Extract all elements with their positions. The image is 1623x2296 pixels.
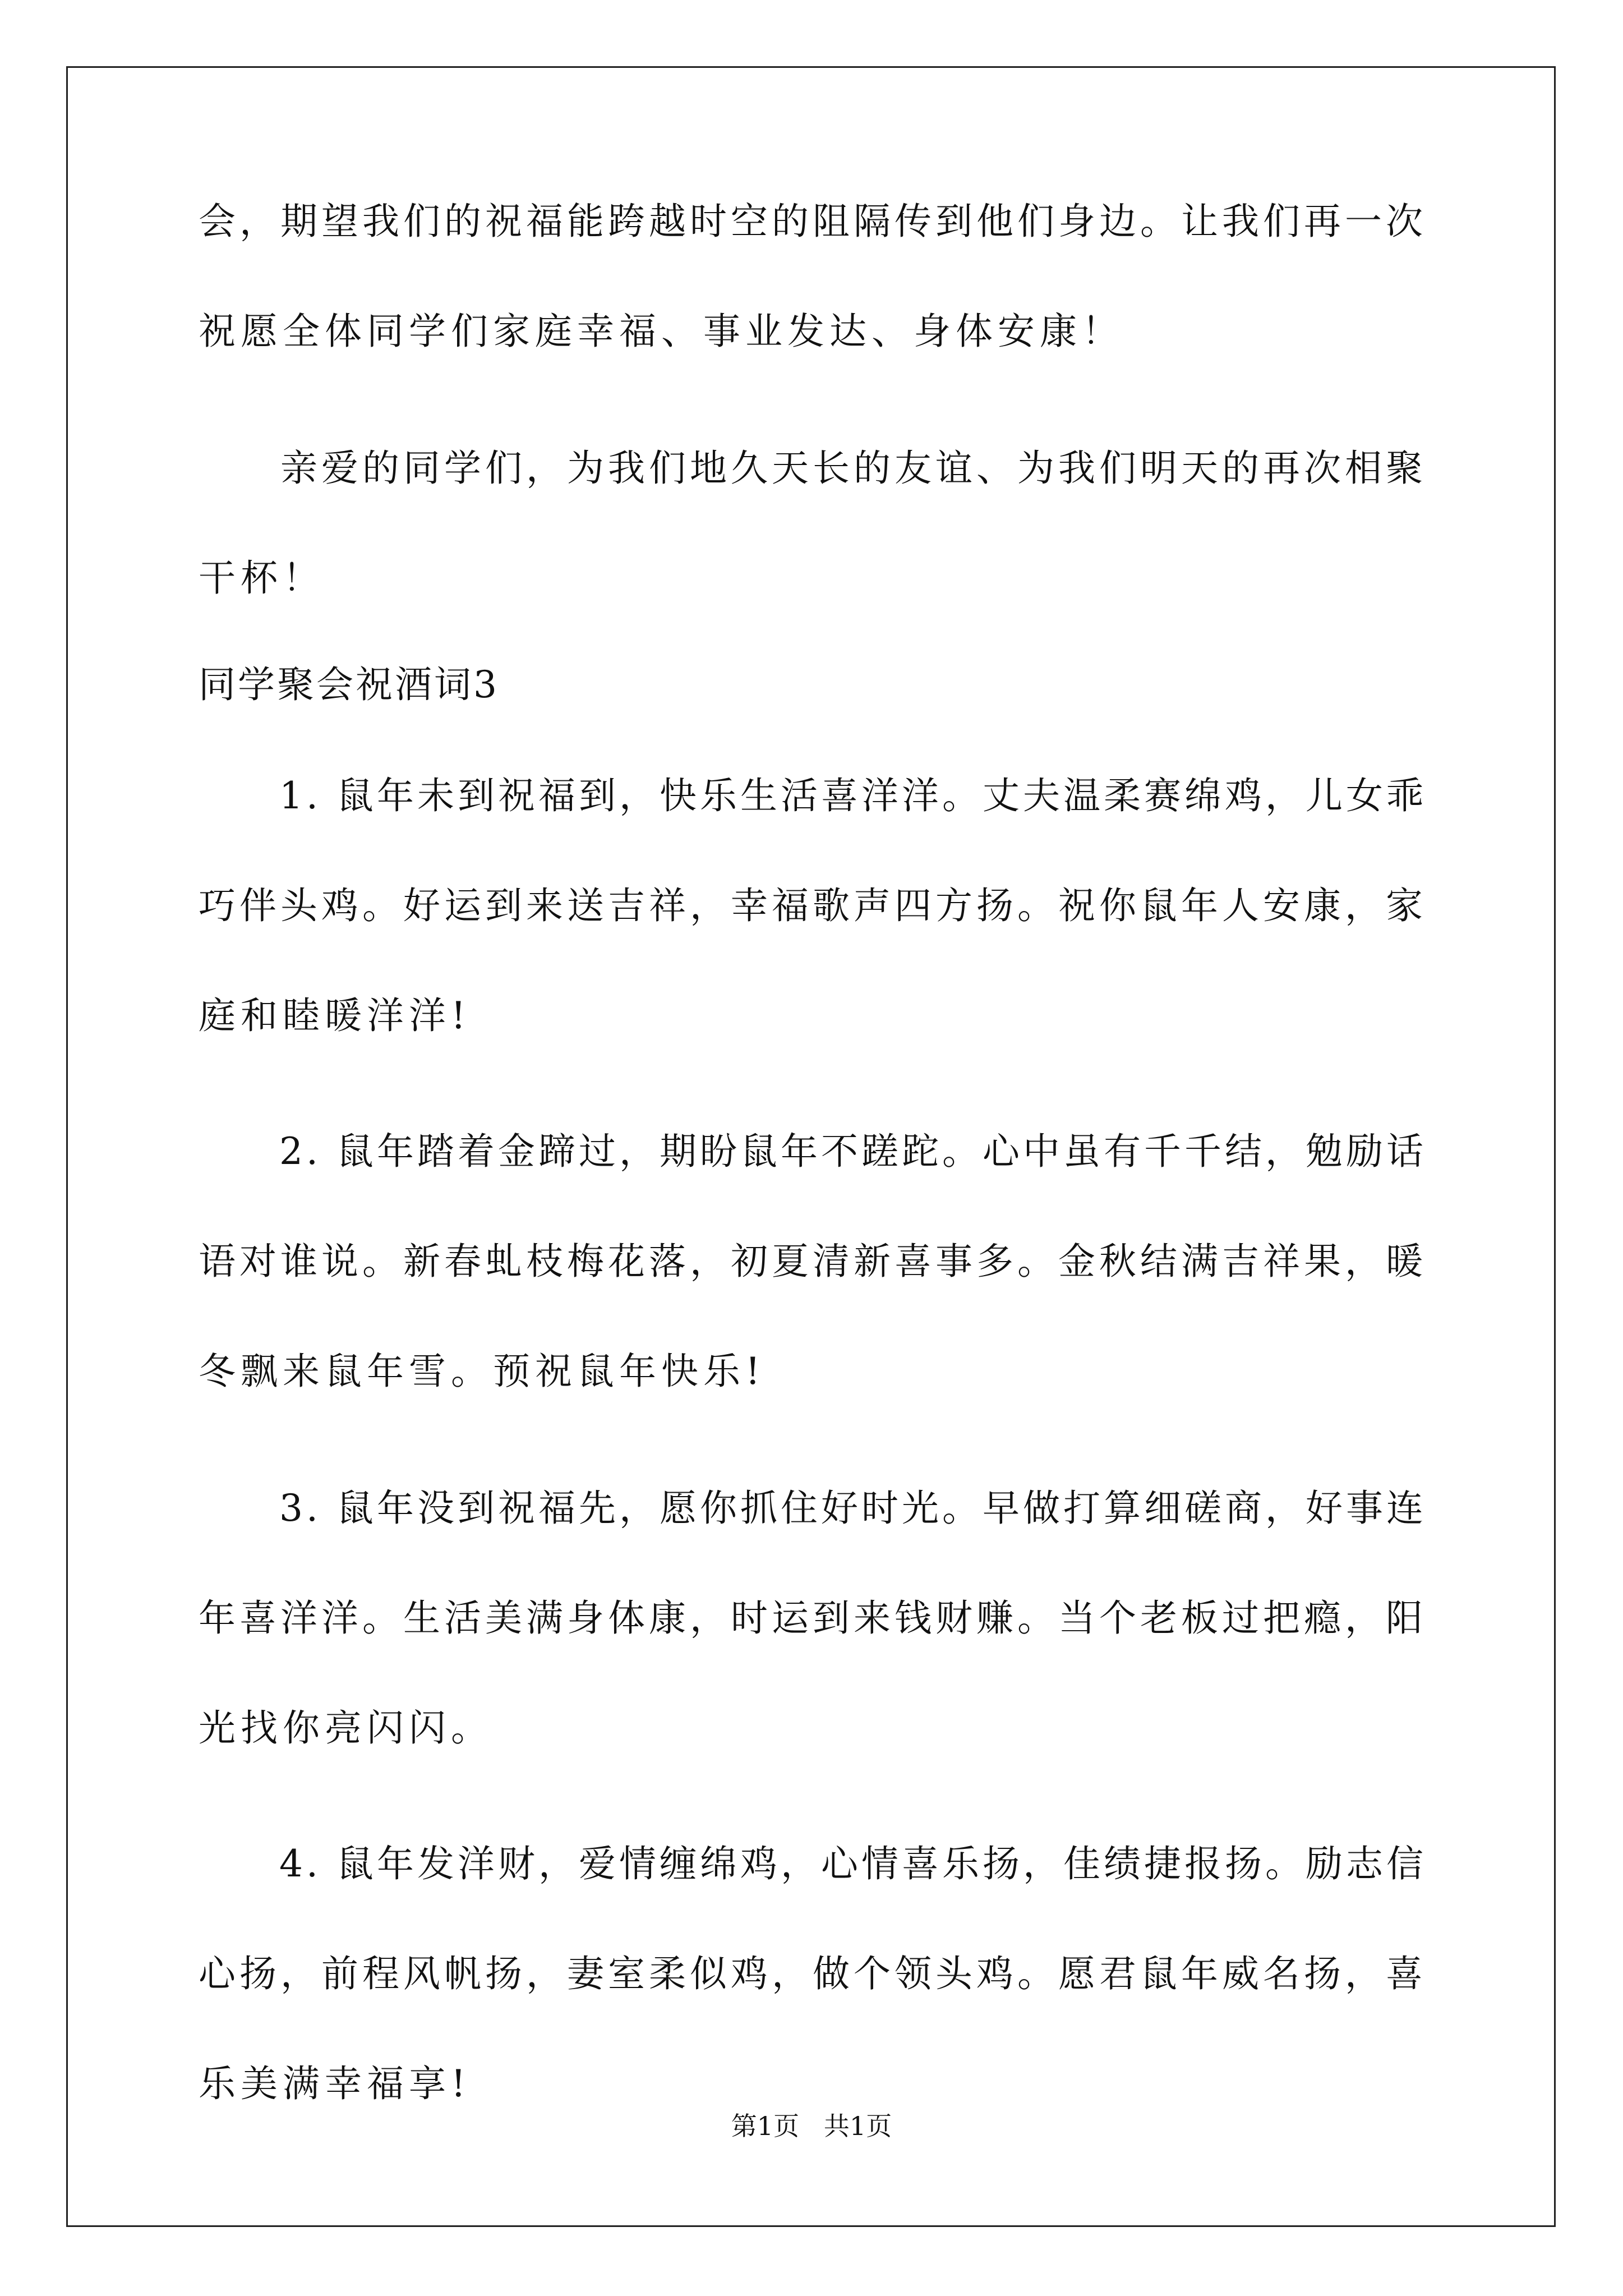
text-line: 年喜洋洋。生活美满身体康，时运到来钱财赚。当个老板过把瘾，阳 [199, 1596, 1427, 1640]
text-line: 光找你亮闪闪。 [199, 1706, 493, 1750]
text-line: 干杯！ [199, 556, 325, 600]
page-number-footer: 第1页 共1页 [731, 2111, 892, 2141]
text-line: 4. 鼠年发洋财，爱情缠绵鸡，心情喜乐扬，佳绩捷报扬。励志信 [199, 1842, 1427, 1885]
text-line: 巧伴头鸡。好运到来送吉祥，幸福歌声四方扬。祝你鼠年人安康，家 [199, 884, 1427, 927]
text-line: 3. 鼠年没到祝福先，愿你抓住好时光。早做打算细磋商，好事连 [199, 1487, 1427, 1530]
text-line: 2. 鼠年踏着金蹄过，期盼鼠年不蹉跎。心中虽有千千结，勉励话 [199, 1130, 1427, 1173]
text-line: 心扬，前程风帆扬，妻室柔似鸡，做个领头鸡。愿君鼠年威名扬，喜 [199, 1952, 1427, 1995]
text-line: 冬飘来鼠年雪。预祝鼠年快乐! [199, 1350, 766, 1393]
text-line: 庭和睦暖洋洋! [199, 994, 471, 1037]
text-line: 乐美满幸福享! [199, 2062, 471, 2105]
text-line: 1. 鼠年未到祝福到，快乐生活喜洋洋。丈夫温柔赛绵鸡，儿女乖 [199, 774, 1427, 817]
text-line: 祝愿全体同学们家庭幸福、事业发达、身体安康！ [199, 310, 1124, 353]
text-line: 语对谁说。新春虬枝梅花落，初夏清新喜事多。金秋结满吉祥果，暖 [199, 1240, 1427, 1283]
text-line: 会，期望我们的祝福能跨越时空的阻隔传到他们身边。让我们再一次 [199, 200, 1427, 243]
section-heading: 同学聚会祝酒词3 [199, 663, 499, 706]
text-line: 亲爱的同学们，为我们地久天长的友谊、为我们明天的再次相聚 [199, 447, 1427, 490]
